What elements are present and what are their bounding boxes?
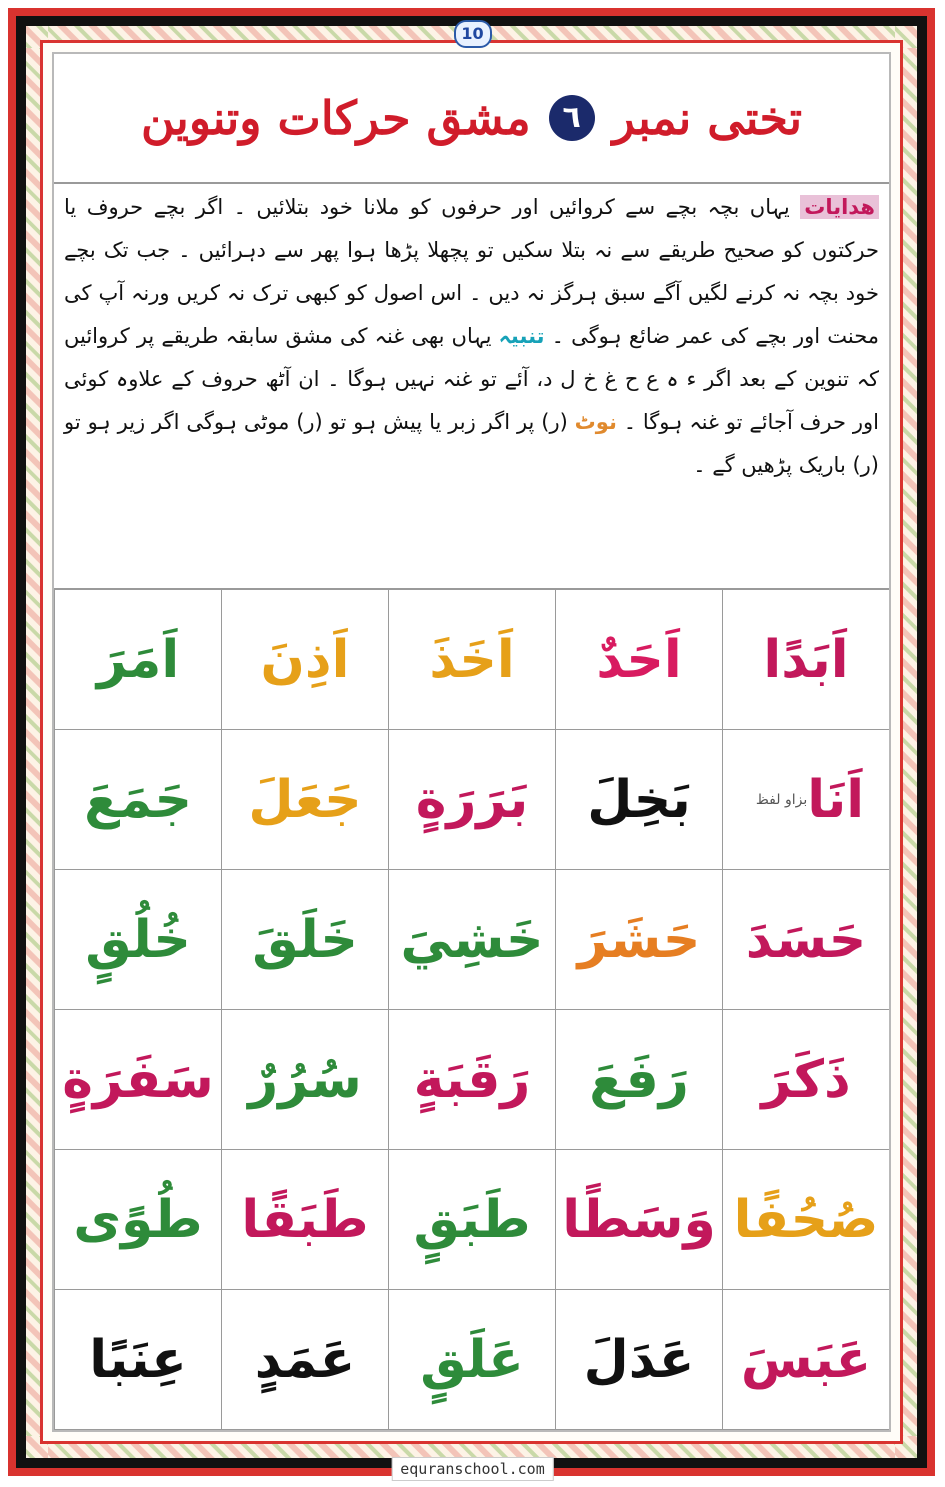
instructions-heading: ھدایات <box>800 195 879 219</box>
instructions-paragraph-3: (ر) پر اگر زبر یا پیش ہو تو (ر) موٹی ہوگی اگر زیر ہو تو (ر) باریک پڑھیں گے ۔ <box>64 410 879 477</box>
arabic-word: بَخِلَ <box>587 769 691 830</box>
arabic-word: عَبَسَ <box>740 1329 872 1390</box>
arabic-word: سُرُرٌ <box>248 1049 362 1110</box>
arabic-word: حَسَدَ <box>745 909 867 970</box>
arabic-word: اَذِنَ <box>260 629 350 690</box>
inner-frame <box>40 40 903 1444</box>
arabic-word: ذَكَرَ <box>761 1049 851 1110</box>
arabic-word: طُوًى <box>73 1189 203 1250</box>
arabic-word: جَمَعَ <box>84 769 192 830</box>
website-watermark: equranschool.com <box>391 1457 554 1481</box>
instructions-paragraph-2: یہاں بھی غنہ کی مشق سابقہ طریقے پر کروائیں کہ تنوین کے بعد اگر ء ہ ع ح غ خ ل د، آئے تو غنہ نہیں ہوگا ۔ ان آٹھ حروف کے علاوہ کوئی اور حرف آجائے تو غنہ ہوگا ۔ <box>64 324 879 434</box>
arabic-word: سَفَرَةٍ <box>62 1049 214 1110</box>
arabic-word: رَقَبَةٍ <box>413 1049 531 1110</box>
arabic-word: اَحَدٌ <box>596 629 682 690</box>
arabic-word: عَمَدٍ <box>254 1329 356 1390</box>
arabic-word: عِنَبًا <box>89 1329 187 1390</box>
arabic-word: حَشَرَ <box>577 909 701 970</box>
arabic-word: جَعَلَ <box>248 769 362 830</box>
title-lesson-name: مشق حرکات وتنوین <box>141 91 531 145</box>
arabic-word: اَبَدًا <box>763 629 849 690</box>
arabic-word: بَرَرَةٍ <box>415 769 529 830</box>
arabic-word: اَمَرَ <box>96 629 180 690</box>
title-board-number: تختی نمبر <box>612 91 802 145</box>
arabic-word: خُلُقٍ <box>85 909 191 970</box>
arabic-word: طَبَقٍ <box>413 1189 531 1250</box>
page-frame <box>8 8 935 1476</box>
side-note: بزاو لفظ <box>755 791 808 808</box>
arabic-word: رَفَعَ <box>589 1049 689 1110</box>
arabic-word: خَشِيَ <box>400 909 544 970</box>
page-number: 10 <box>454 20 492 48</box>
warning-label: تنبیہ <box>498 324 545 348</box>
arabic-word: طَبَقًا <box>241 1189 369 1250</box>
instructions-paragraph-1: یہاں بچہ بچے سے کروائیں اور حرفوں کو ملانا خود بتلائیں ۔ اگر بچے حروف یا حرکتوں کو صحیح طریقے سے نہ بتلا سکیں تو پچھلا پڑھا ہوا پھر سے دہرائیں ۔ جب تک بچے خود بچہ نہ کرنے لگیں آگے سبق ہرگز نہ دیں ۔ اس اصول کو کبھی ترک نہ کریں ورنہ آپ کی محنت اور بچے کی عمر ضائع ہوگی ۔ <box>64 195 879 348</box>
title-number-badge: ٦ <box>549 95 595 141</box>
note-label: نوٹ <box>574 410 617 434</box>
arabic-word: اَنَا <box>807 769 865 830</box>
arabic-word: عَدَلَ <box>583 1329 695 1390</box>
arabic-word: اَخَذَ <box>429 629 515 690</box>
arabic-word: وَسَطًا <box>562 1189 716 1250</box>
arabic-word: عَلَقٍ <box>420 1329 524 1390</box>
arabic-word: صُحُفًا <box>733 1189 879 1250</box>
arabic-word: خَلَقَ <box>252 909 358 970</box>
